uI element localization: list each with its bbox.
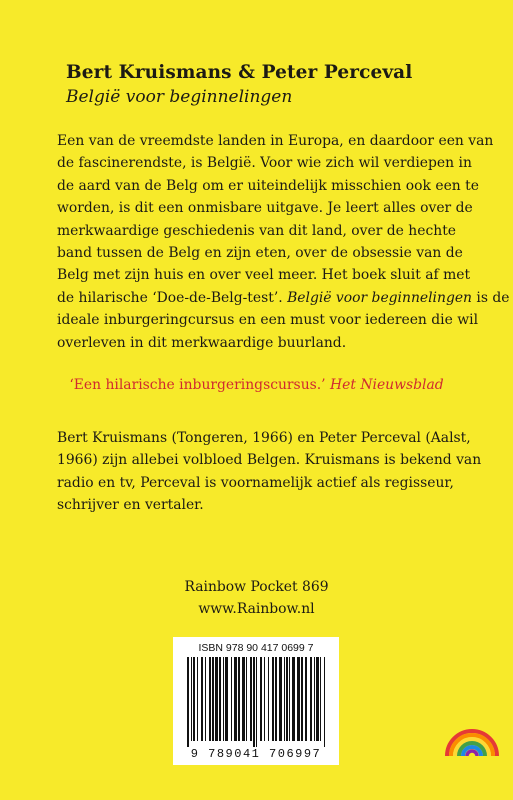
- barcode-bar: [209, 657, 211, 741]
- barcode-bar: [225, 657, 228, 741]
- blurb-line: ideale inburgeringcursus en een must voor iedereen die wil: [57, 312, 479, 329]
- barcode-bar: [253, 657, 255, 747]
- barcode-bar: [297, 657, 300, 741]
- barcode-bar: [191, 657, 192, 741]
- book-title: België voor beginnelingen: [66, 87, 293, 107]
- barcode-bar: [275, 657, 277, 741]
- barcode-bar: [197, 657, 198, 741]
- series-name: Rainbow Pocket 869: [184, 579, 329, 595]
- barcode-bar: [250, 657, 252, 741]
- barcode-bar: [238, 657, 240, 741]
- barcode-bar: [292, 657, 295, 741]
- barcode-bar: [231, 657, 232, 741]
- barcode-bar: [223, 657, 224, 741]
- barcode-bar: [234, 657, 237, 741]
- blurb-line: merkwaardige geschiedenis van dit land, over de hechte: [57, 222, 457, 239]
- barcode-bar: [256, 657, 257, 747]
- barcode-bars: [185, 657, 327, 747]
- barcode-bar: [205, 657, 206, 741]
- blurb-line: overleven in dit merkwaardige buurland.: [57, 334, 347, 351]
- barcode-digits: 9 789041 706997: [190, 747, 322, 761]
- barcode-bar: [268, 657, 269, 741]
- quote-source: Het Nieuwsblad: [330, 377, 444, 393]
- barcode-bar: [320, 657, 321, 741]
- bio-line: schrijver en vertaler.: [57, 497, 204, 514]
- bio-line: 1966) zijn allebei volbloed Belgen. Kruismans is bekend van: [57, 452, 482, 469]
- barcode-bar: [215, 657, 218, 741]
- blurb-line: worden, is dit een onmisbare uitgave. Je leert alles over de: [57, 200, 473, 217]
- publisher-info: [0, 576, 513, 620]
- barcode-bar: [242, 657, 245, 741]
- barcode-bar: [219, 657, 221, 741]
- blurb-title-italic: België voor beginnelingen: [287, 289, 472, 306]
- barcode-bar: [301, 657, 303, 741]
- barcode-bar: [310, 657, 312, 741]
- author-names: Bert Kruismans & Peter Perceval: [66, 62, 413, 83]
- barcode-bar: [284, 657, 285, 741]
- barcode-bar: [314, 657, 315, 741]
- barcode-bar: [324, 657, 325, 747]
- blurb-line: de aard van de Belg om er uiteindelijk misschien ook een te: [57, 177, 479, 194]
- barcode-bar: [246, 657, 247, 741]
- barcode-bar: [260, 657, 262, 741]
- barcode-bar: [316, 657, 319, 741]
- blurb-paragraph: [57, 130, 510, 354]
- bio-line: radio en tv, Perceval is voornamelijk actief als regisseur,: [57, 474, 454, 491]
- blurb-line: Een van de vreemdste landen in Europa, en daardoor een van: [57, 133, 494, 149]
- barcode: [173, 637, 339, 765]
- blurb-line: de fascinerendste, is België. Voor wie zich wil verdiepen in: [57, 155, 472, 172]
- rainbow-icon: [443, 718, 501, 758]
- blurb-line: band tussen de Belg en zijn eten, over de obsessie van de: [57, 245, 463, 262]
- blurb-line: [57, 287, 510, 309]
- barcode-bar: [187, 657, 189, 747]
- barcode-bar: [264, 657, 265, 741]
- blurb-text: de hilarische ‘Doe-de-Belg-test’.: [57, 289, 288, 306]
- bio-line: Bert Kruismans (Tongeren, 1966) en Peter Perceval (Aalst,: [57, 430, 471, 446]
- isbn-label: ISBN 978 90 417 0699 7: [198, 642, 314, 654]
- blurb-line: Belg met zijn huis en over veel meer. Het boek sluit af met: [57, 267, 471, 284]
- quote-text: ‘Een hilarische inburgeringscursus.’: [69, 377, 326, 393]
- publisher-website: www.Rainbow.nl: [198, 601, 315, 617]
- barcode-bar: [193, 657, 195, 741]
- barcode-bar: [272, 657, 274, 741]
- blurb-text: is de: [472, 289, 510, 306]
- review-quote: [0, 377, 513, 393]
- barcode-bar: [305, 657, 307, 741]
- barcode-bar: [201, 657, 203, 741]
- barcode-bar: [279, 657, 282, 741]
- barcode-bar: [289, 657, 290, 741]
- barcode-bar: [286, 657, 288, 741]
- author-bio: [57, 427, 482, 517]
- barcode-bar: [212, 657, 214, 741]
